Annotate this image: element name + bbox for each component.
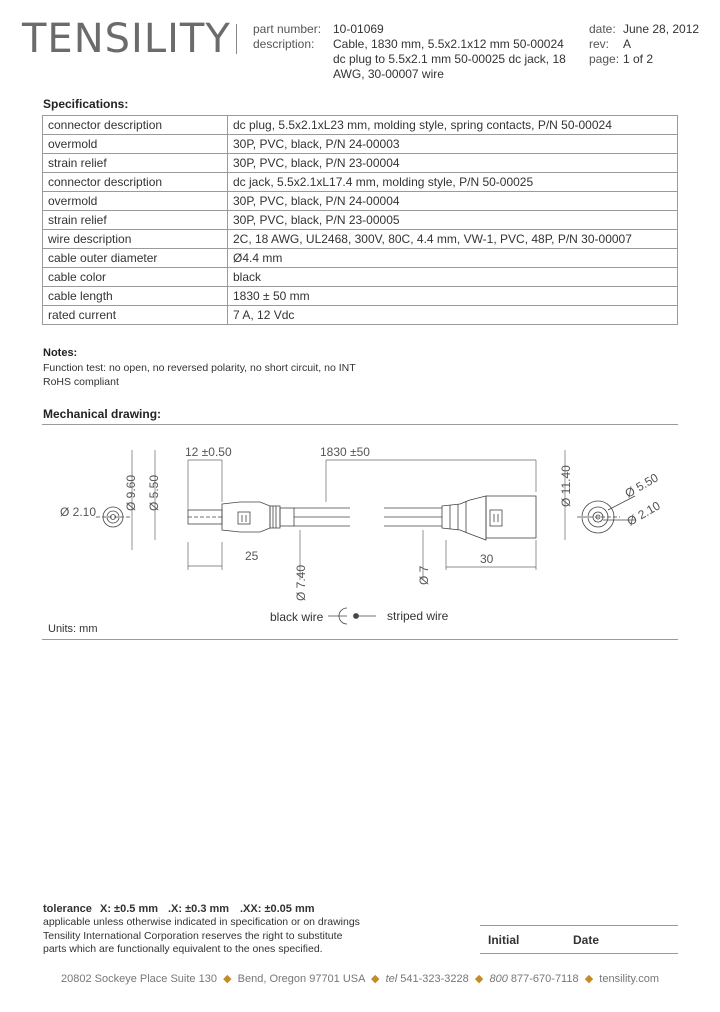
spec-name: cable color: [43, 268, 228, 287]
cable-right-segment: [384, 508, 442, 526]
footer-tel: 541-323-3228: [400, 973, 469, 985]
footer-city: Bend, Oregon 97701 USA: [237, 973, 365, 985]
footer-website[interactable]: tensility.com: [599, 973, 659, 985]
tolerance-x2: .XX: ±0.05 mm: [240, 903, 315, 915]
specifications-table: [42, 115, 678, 325]
note-line: RoHS compliant: [43, 376, 119, 388]
rev-label: rev:: [589, 37, 610, 51]
table-row: [43, 268, 678, 287]
units-label: Units: mm: [48, 623, 98, 635]
dim-jack-od: Ø 11.40: [559, 465, 573, 507]
page-value: 1 of 2: [623, 52, 654, 66]
dim-plug-body-length: 25: [245, 549, 259, 563]
spec-value: 30P, PVC, black, P/N 24-00003: [228, 135, 678, 154]
approval-top-rule: [480, 925, 678, 926]
table-row: [43, 116, 678, 135]
dim-plug-od: Ø 9.60: [124, 474, 138, 511]
polarity-right-label: striped wire: [387, 609, 449, 623]
table-row: [43, 230, 678, 249]
logo-divider: [236, 24, 237, 54]
tolerance-x1: .X: ±0.3 mm: [168, 903, 230, 915]
divider: [42, 639, 678, 640]
table-row: [43, 306, 678, 325]
drawing-title: Mechanical drawing:: [43, 407, 162, 421]
dim-plug-tip: 12 ±0.50: [185, 445, 232, 459]
spec-value: Ø4.4 mm: [228, 249, 678, 268]
dim-jack-relief: Ø 7: [417, 565, 431, 585]
part-number-label: part number:: [253, 22, 322, 36]
dim-cable-length: 1830 ±50: [320, 445, 370, 459]
spec-name: cable length: [43, 287, 228, 306]
spec-value: dc plug, 5.5x2.1xL23 mm, molding style, spring contacts, P/N 50-00024: [228, 116, 678, 135]
spec-name: overmold: [43, 192, 228, 211]
initial-label: Initial: [488, 933, 520, 947]
dc-plug-body: [188, 502, 294, 532]
table-row: [43, 173, 678, 192]
date-value: June 28, 2012: [623, 22, 700, 36]
footer-tel-label: tel: [385, 973, 398, 985]
part-number-value: 10-01069: [333, 22, 384, 36]
note-line: Function test: no open, no reversed polarity, no short circuit, no INT: [43, 362, 356, 374]
footer-address: 20802 Sockeye Place Suite 130: [61, 973, 217, 985]
tolerance-note: applicable unless otherwise indicated in specification or on drawings: [43, 916, 360, 928]
dim-plug-face: Ø 2.10: [60, 505, 97, 519]
dc-jack-body: [442, 496, 536, 540]
mechanical-drawing: [40, 430, 680, 640]
spec-value: 30P, PVC, black, P/N 23-00004: [228, 154, 678, 173]
spec-name: overmold: [43, 135, 228, 154]
polarity-symbol: [328, 608, 376, 624]
tolerance-x: X: ±0.5 mm: [100, 903, 159, 915]
dim-jack-length: 30: [480, 552, 494, 566]
dim-jack-face-outer: Ø 5.50: [622, 470, 661, 501]
description-line: dc plug to 5.5x2.1 mm 50-00025 dc jack, 18: [333, 52, 566, 66]
table-row: [43, 192, 678, 211]
date-approval-label: Date: [573, 933, 600, 947]
approval-bottom-rule: [480, 953, 678, 954]
cable-left-segment: [294, 508, 350, 526]
table-row: [43, 211, 678, 230]
spec-name: strain relief: [43, 211, 228, 230]
disclaimer-line: parts which are functionally equivalent to the ones specified.: [43, 943, 323, 955]
dimension-lines: [132, 450, 565, 580]
spec-name: connector description: [43, 173, 228, 192]
table-row: [43, 249, 678, 268]
footer-toll-label: 800: [489, 973, 508, 985]
dim-plug-overmold: Ø 5.50: [147, 474, 161, 511]
polarity-left-label: black wire: [270, 610, 324, 624]
spec-name: strain relief: [43, 154, 228, 173]
spec-value: black: [228, 268, 678, 287]
disclaimer-line: Tensility International Corporation reserves the right to substitute: [43, 930, 343, 942]
company-logo: TENSILITY: [22, 16, 231, 62]
specifications-title: Specifications:: [43, 97, 129, 111]
table-row: [43, 135, 678, 154]
page-label: page:: [589, 52, 620, 66]
spec-value: dc jack, 5.5x2.1xL17.4 mm, molding style, P/N 50-00025: [228, 173, 678, 192]
table-row: [43, 154, 678, 173]
spec-name: cable outer diameter: [43, 249, 228, 268]
dim-relief-diameter: Ø 7.40: [294, 564, 308, 601]
spec-value: 30P, PVC, black, P/N 23-00005: [228, 211, 678, 230]
description-line: Cable, 1830 mm, 5.5x2.1x12 mm 50-00024: [333, 37, 564, 51]
date-label: date:: [589, 22, 616, 36]
spec-name: wire description: [43, 230, 228, 249]
dim-jack-face-inner: Ø 2.10: [624, 498, 663, 529]
tolerance-title: tolerance: [43, 903, 92, 915]
notes-title: Notes:: [43, 347, 78, 359]
table-row: [43, 287, 678, 306]
description-line: AWG, 30-00007 wire: [333, 67, 444, 81]
spec-value: 7 A, 12 Vdc: [228, 306, 678, 325]
spec-name: connector description: [43, 116, 228, 135]
spec-name: rated current: [43, 306, 228, 325]
spec-value: 2C, 18 AWG, UL2468, 300V, 80C, 4.4 mm, VW-1, PVC, 48P, P/N 30-00007: [228, 230, 678, 249]
spec-value: 30P, PVC, black, P/N 24-00004: [228, 192, 678, 211]
rev-value: A: [623, 37, 632, 51]
spec-value: 1830 ± 50 mm: [228, 287, 678, 306]
description-label: description:: [253, 37, 315, 51]
footer: 20802 Sockeye Place Suite 130 ◆ Bend, Oregon 97701 USA ◆ tel 541-323-3228 ◆ 800 877-670-7118 ◆ tensility.com: [61, 973, 659, 985]
footer-toll: 877-670-7118: [510, 973, 579, 985]
divider: [42, 424, 678, 425]
